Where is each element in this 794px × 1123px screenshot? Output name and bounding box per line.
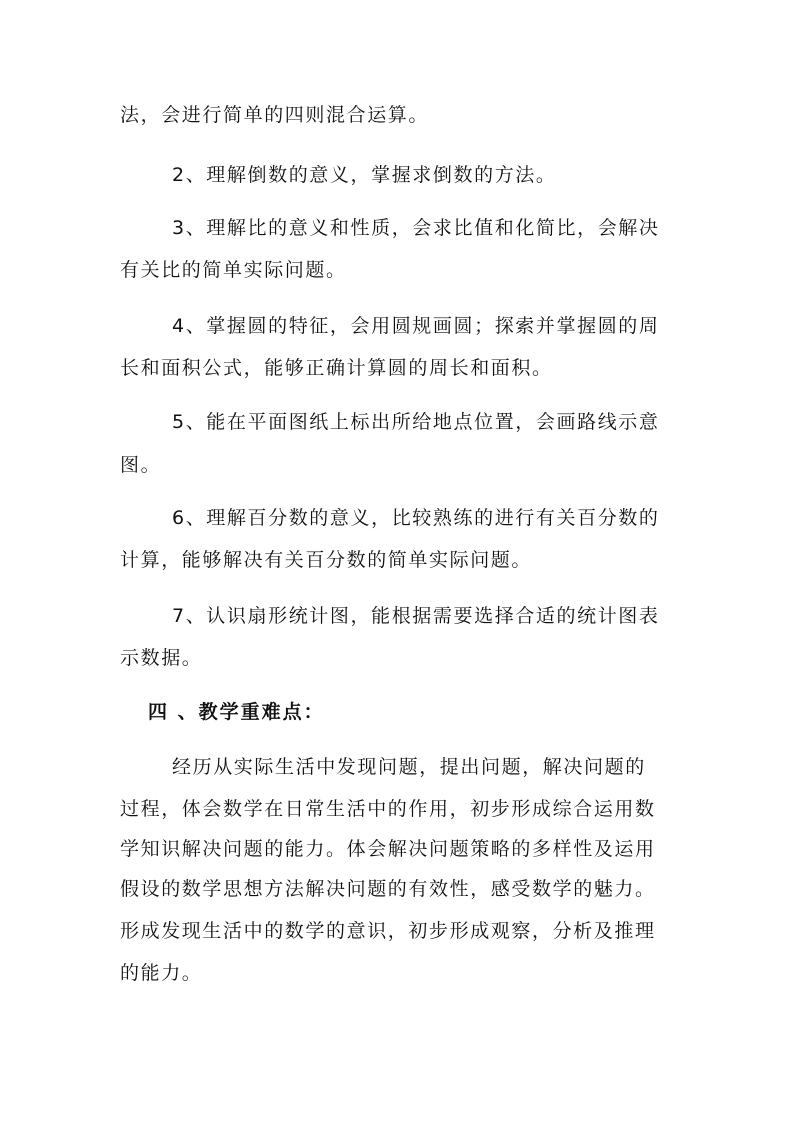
list-item-4: 4、掌握圆的特征，会用圆规画圆；探索并掌握圆的周: [172, 315, 660, 337]
text-line: 形成发现生活中的数学的意识，初步形成观察，分析及推理: [120, 920, 656, 942]
text-line: 的能力。: [120, 962, 203, 984]
text-line: 有关比的简单实际问题。: [120, 259, 347, 281]
list-item-6: 6、理解百分数的意义，比较熟练的进行有关百分数的: [172, 507, 660, 529]
text-line: 示数据。: [120, 647, 203, 669]
text-line: 计算，能够解决有关百分数的简单实际问题。: [120, 549, 533, 571]
text-line: 过程，体会数学在日常生活中的作用，初步形成综合运用数: [120, 798, 656, 820]
text-line: 假设的数学思想方法解决问题的有效性，感受数学的魅力。: [120, 878, 656, 900]
section-heading: 四 、教学重难点：: [148, 701, 325, 723]
text-line: 长和面积公式，能够正确计算圆的周长和面积。: [120, 357, 553, 379]
list-item-5: 5、能在平面图纸上标出所给地点位置，会画路线示意: [172, 411, 660, 433]
list-item-7: 7、认识扇形统计图，能根据需要选择合适的统计图表: [172, 605, 660, 627]
text-line: 法，会进行简单的四则混合运算。: [120, 104, 430, 126]
paragraph-first-line: 经历从实际生活中发现问题，提出问题，解决问题的: [172, 756, 646, 778]
text-line: 学知识解决问题的能力。体会解决问题策略的多样性及运用: [120, 838, 656, 860]
text-line: 图。: [120, 454, 162, 476]
list-item-2: 2、理解倒数的意义，掌握求倒数的方法。: [172, 164, 557, 186]
list-item-3: 3、理解比的意义和性质，会求比值和化简比，会解决: [172, 217, 660, 239]
